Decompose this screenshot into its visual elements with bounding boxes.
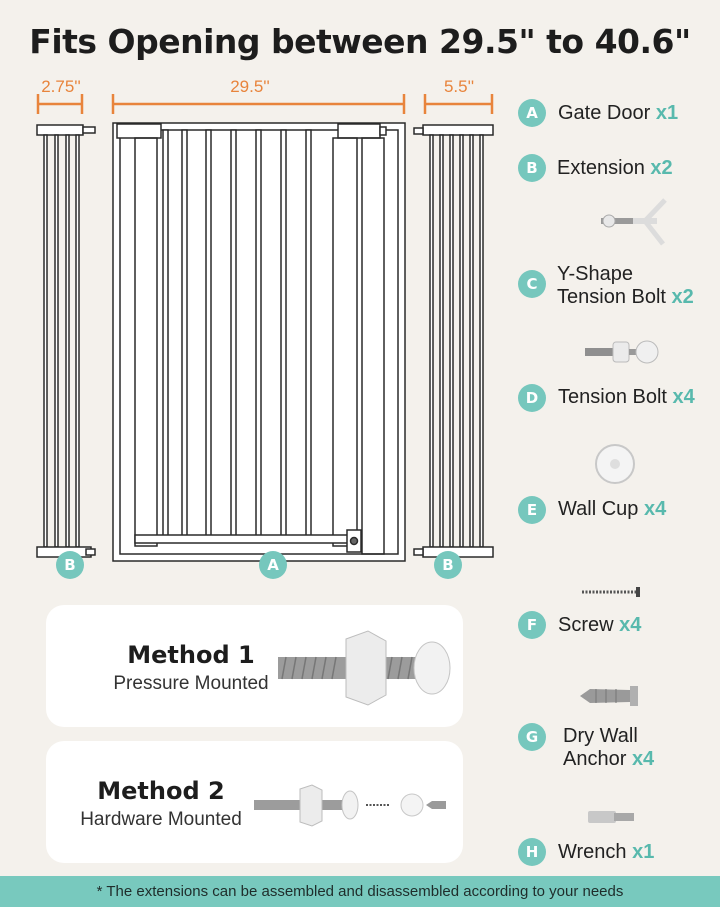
dimension-left: 2.75''	[41, 77, 81, 96]
y-shape-tension-bolt-image	[595, 192, 675, 252]
method-1-subtitle: Pressure Mounted	[113, 673, 269, 694]
part-c-qty: x2	[671, 286, 694, 308]
method-1-card	[46, 605, 463, 727]
part-d-label	[558, 386, 695, 409]
part-c-label	[557, 263, 694, 309]
part-b-name: Extension	[557, 157, 645, 179]
method-2-card	[46, 741, 463, 863]
part-c-name-line1: Y-Shape	[557, 263, 633, 285]
dimension-middle: 29.5''	[230, 77, 270, 96]
part-g-name-line2: Anchor	[563, 748, 627, 770]
part-a-label	[558, 102, 678, 125]
part-f-name: Screw	[558, 614, 614, 636]
part-a-badge: A	[518, 99, 546, 127]
part-f-badge: F	[518, 611, 546, 639]
wall-cup-image	[593, 442, 637, 486]
part-e-qty: x4	[643, 498, 667, 520]
wrench-image	[586, 803, 640, 829]
gate-diagram	[0, 90, 505, 600]
page-title: Fits Opening between 29.5" to 40.6"	[29, 22, 691, 61]
part-h-label	[558, 841, 654, 864]
diagram-label-left: B	[56, 551, 84, 579]
pressure-mount-bolt-image	[274, 623, 454, 713]
screw-image	[580, 585, 644, 599]
method-2-title: Method 2	[97, 777, 225, 805]
part-f-label	[558, 614, 641, 637]
dimension-right: 5.5''	[443, 77, 475, 96]
part-f-qty: x4	[619, 614, 642, 636]
footer-note: * The extensions can be assembled and disassembled according to your needs	[0, 876, 720, 907]
part-h-badge: H	[518, 838, 546, 866]
part-c-name-line2: Tension Bolt	[557, 286, 666, 308]
part-d-badge: D	[518, 384, 546, 412]
part-c-badge: C	[518, 270, 546, 298]
part-b-qty: x2	[650, 157, 673, 179]
part-d-name: Tension Bolt	[558, 386, 667, 408]
part-a-qty: x1	[655, 102, 679, 124]
part-h-name: Wrench	[558, 841, 627, 863]
part-g-name-line1: Dry Wall	[563, 725, 638, 747]
part-g-label	[563, 725, 654, 771]
part-h-qty: x1	[632, 841, 655, 863]
part-d-qty: x4	[672, 386, 695, 408]
dry-wall-anchor-image	[578, 683, 642, 709]
method-1-title: Method 1	[127, 641, 255, 669]
part-a-name: Gate Door	[558, 102, 651, 124]
part-b-label	[557, 157, 673, 180]
part-e-badge: E	[518, 496, 546, 524]
part-g-qty: x4	[631, 748, 655, 770]
part-g-badge: G	[518, 723, 546, 751]
part-e-name: Wall Cup	[558, 498, 639, 520]
method-2-subtitle: Hardware Mounted	[80, 809, 242, 830]
part-e-label	[558, 498, 666, 521]
diagram-label-right: B	[434, 551, 462, 579]
hardware-mount-parts-image	[252, 781, 452, 831]
diagram-label-middle: A	[259, 551, 287, 579]
tension-bolt-image	[583, 332, 663, 372]
part-b-badge: B	[518, 154, 546, 182]
